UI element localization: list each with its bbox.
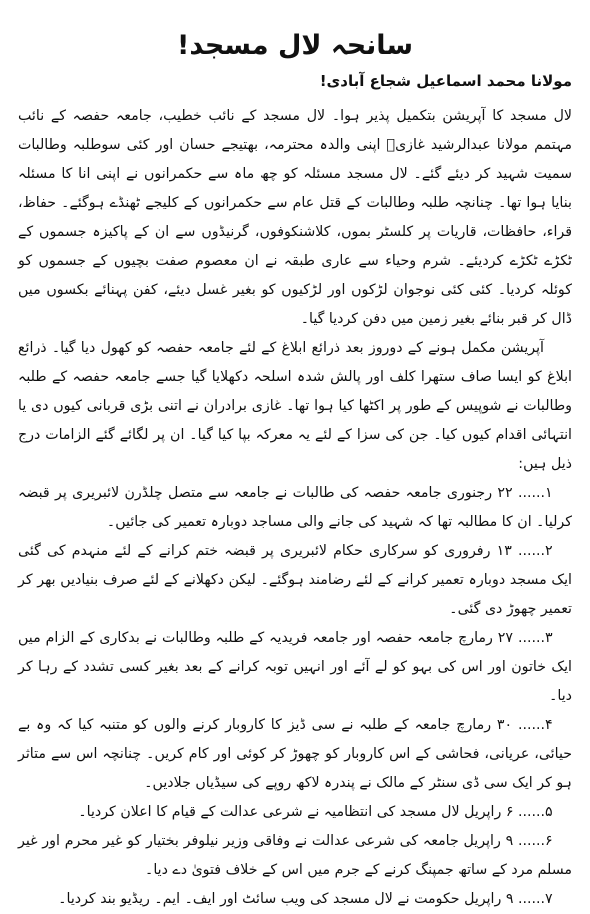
list-item [18, 798, 572, 827]
list-item [18, 827, 572, 885]
item-number: ......۳ [518, 630, 553, 646]
item-text: ۱۳ رفروری کو سرکاری حکام لائبریری پر قبضہ ختم کرانے کے لئے منہدم کی گئی ایک مسجد دوبارہ تعمیر کرانے کے لئے رضامند ہوگئے۔ لیکن دکھلانے کے لئے صرف بنیادیں بھر کر تعمیر چھوڑ دی گئی۔ [18, 543, 572, 617]
item-text: ۶ راپریل لال مسجد کی انتظامیہ نے شرعی عدالت کے قیام کا اعلان کردیا۔ [78, 804, 514, 820]
item-number: ......۵ [518, 804, 553, 820]
item-text: ۲۲ رجنوری جامعہ حفصہ کی طالبات نے جامعہ سے متصل چلڈرن لائبریری پر قبضہ کرلیا۔ ان کا مطالبہ تھا کہ شہید کی جانے والی مساجد دوبارہ تعمیر کی جائیں۔ [18, 485, 572, 530]
list-item [18, 537, 572, 624]
list-item [18, 479, 572, 537]
list-item [18, 711, 572, 798]
item-number: ......۷ [518, 891, 553, 907]
item-text: ۳۰ رمارچ جامعہ کے طلبہ نے سی ڈیز کا کاروبار کرنے والوں کو متنبہ کیا کہ وہ بے حیائی، عریانی، فحاشی کے اس کاروبار کو چھوڑ کر کوئی اور کام کریں۔ چنانچہ اس سے متاثر ہو کر ایک سی ڈی سنٹر کے مالک نے پندرہ لاکھ روپے کی سیڈیاں جلادیں۔ [18, 717, 572, 791]
item-number: ......۱ [518, 485, 553, 501]
list-item [18, 624, 572, 711]
item-text: ۲۷ رمارچ جامعہ حفصہ اور جامعہ فریدیہ کے طلبہ وطالبات نے بدکاری کے الزام میں ایک خاتون اور اس کی بہو کو لے آئے اور انہیں توبہ کرانے کے بعد بغیر کسی تشدد کے رہا کر دیا۔ [18, 630, 572, 704]
author-line: مولانا محمد اسماعیل شجاع آبادی! [319, 72, 572, 90]
page-title: سانحہ لال مسجد! [177, 30, 413, 61]
item-number: ......۲ [517, 543, 553, 559]
intro-paragraph: آپریشن مکمل ہونے کے دوروز بعد ذرائع ابلاغ کے لئے جامعہ حفصہ کو کھول دیا گیا۔ ذرائع ابلاغ کو ایسا صاف ستھرا کلف اور پالش شدہ اسلحہ دکھلایا گیا جسے جامعہ حفصہ کے طلبہ وطالبات نے شوپیس کے طور پر اکٹھا کیا ہوا تھا۔ غازی برادران نے اتنی بڑی قربانی کیوں دی یا انتہائی اقدام کیوں کیا۔ جن کی سزا کے لئے یہ معرکہ بپا کیا گیا۔ ان پر لگائے گئے الزامات درج ذیل ہیں: [18, 340, 572, 472]
allegations-list [18, 479, 572, 914]
item-text: ۹ راپریل حکومت نے لال مسجد کی ویب سائٹ اور ایف۔ ایم۔ ریڈیو بند کردیا۔ [58, 891, 514, 907]
item-number: ......۴ [518, 717, 553, 733]
intro-paragraph: لال مسجد کا آپریشن بتکمیل پذیر ہوا۔ لال مسجد کے نائب خطیب، جامعہ حفصہ کے نائب مہتمم مولانا عبدالرشید غازیؒ اپنی والدہ محترمہ، بھتیجے حسان اور کئی سوطلبہ وطالبات سمیت شہید کر دیئے گئے۔ لال مسجد مسئلہ کو چھ ماہ سے حکمرانوں نے اپنی انا کا مسئلہ بنایا ہوا تھا۔ چنانچہ طلبہ وطالبات کے قتل عام سے حکمرانوں کے کلیجے ٹھنڈے ہوگئے۔ حفاظ، قراء، حافظات، قاریات پر کلسٹر بموں، کلاشنکوفوں، گرنیڈوں سے ان کے پاکیزہ جسموں کے ٹکڑے ٹکڑے کردیئے۔ شرم وحیاء سے عاری طبقہ نے ان معصوم صفت بچیوں کے جسموں کو کوئلہ کردیا۔ کئی کئی نوجوان لڑکوں اور لڑکیوں کو بغیر غسل دیئے، کفن پہنائے بکسوں میں ڈال کر قبر بنائے بغیر زمین میں دفن کردیا گیا۔ [18, 108, 572, 327]
item-text: ۹ راپریل جامعہ کی شرعی عدالت نے وفاقی وزیر نیلوفر بختیار کو غیر محرم اور غیر مسلم مرد کے ساتھ جمپنگ کرنے کے جرم میں اس کے خلاف فتویٰ دے دیا۔ [18, 833, 572, 878]
list-item [18, 885, 572, 914]
document-page [18, 10, 572, 907]
item-number: ......۶ [518, 833, 553, 849]
